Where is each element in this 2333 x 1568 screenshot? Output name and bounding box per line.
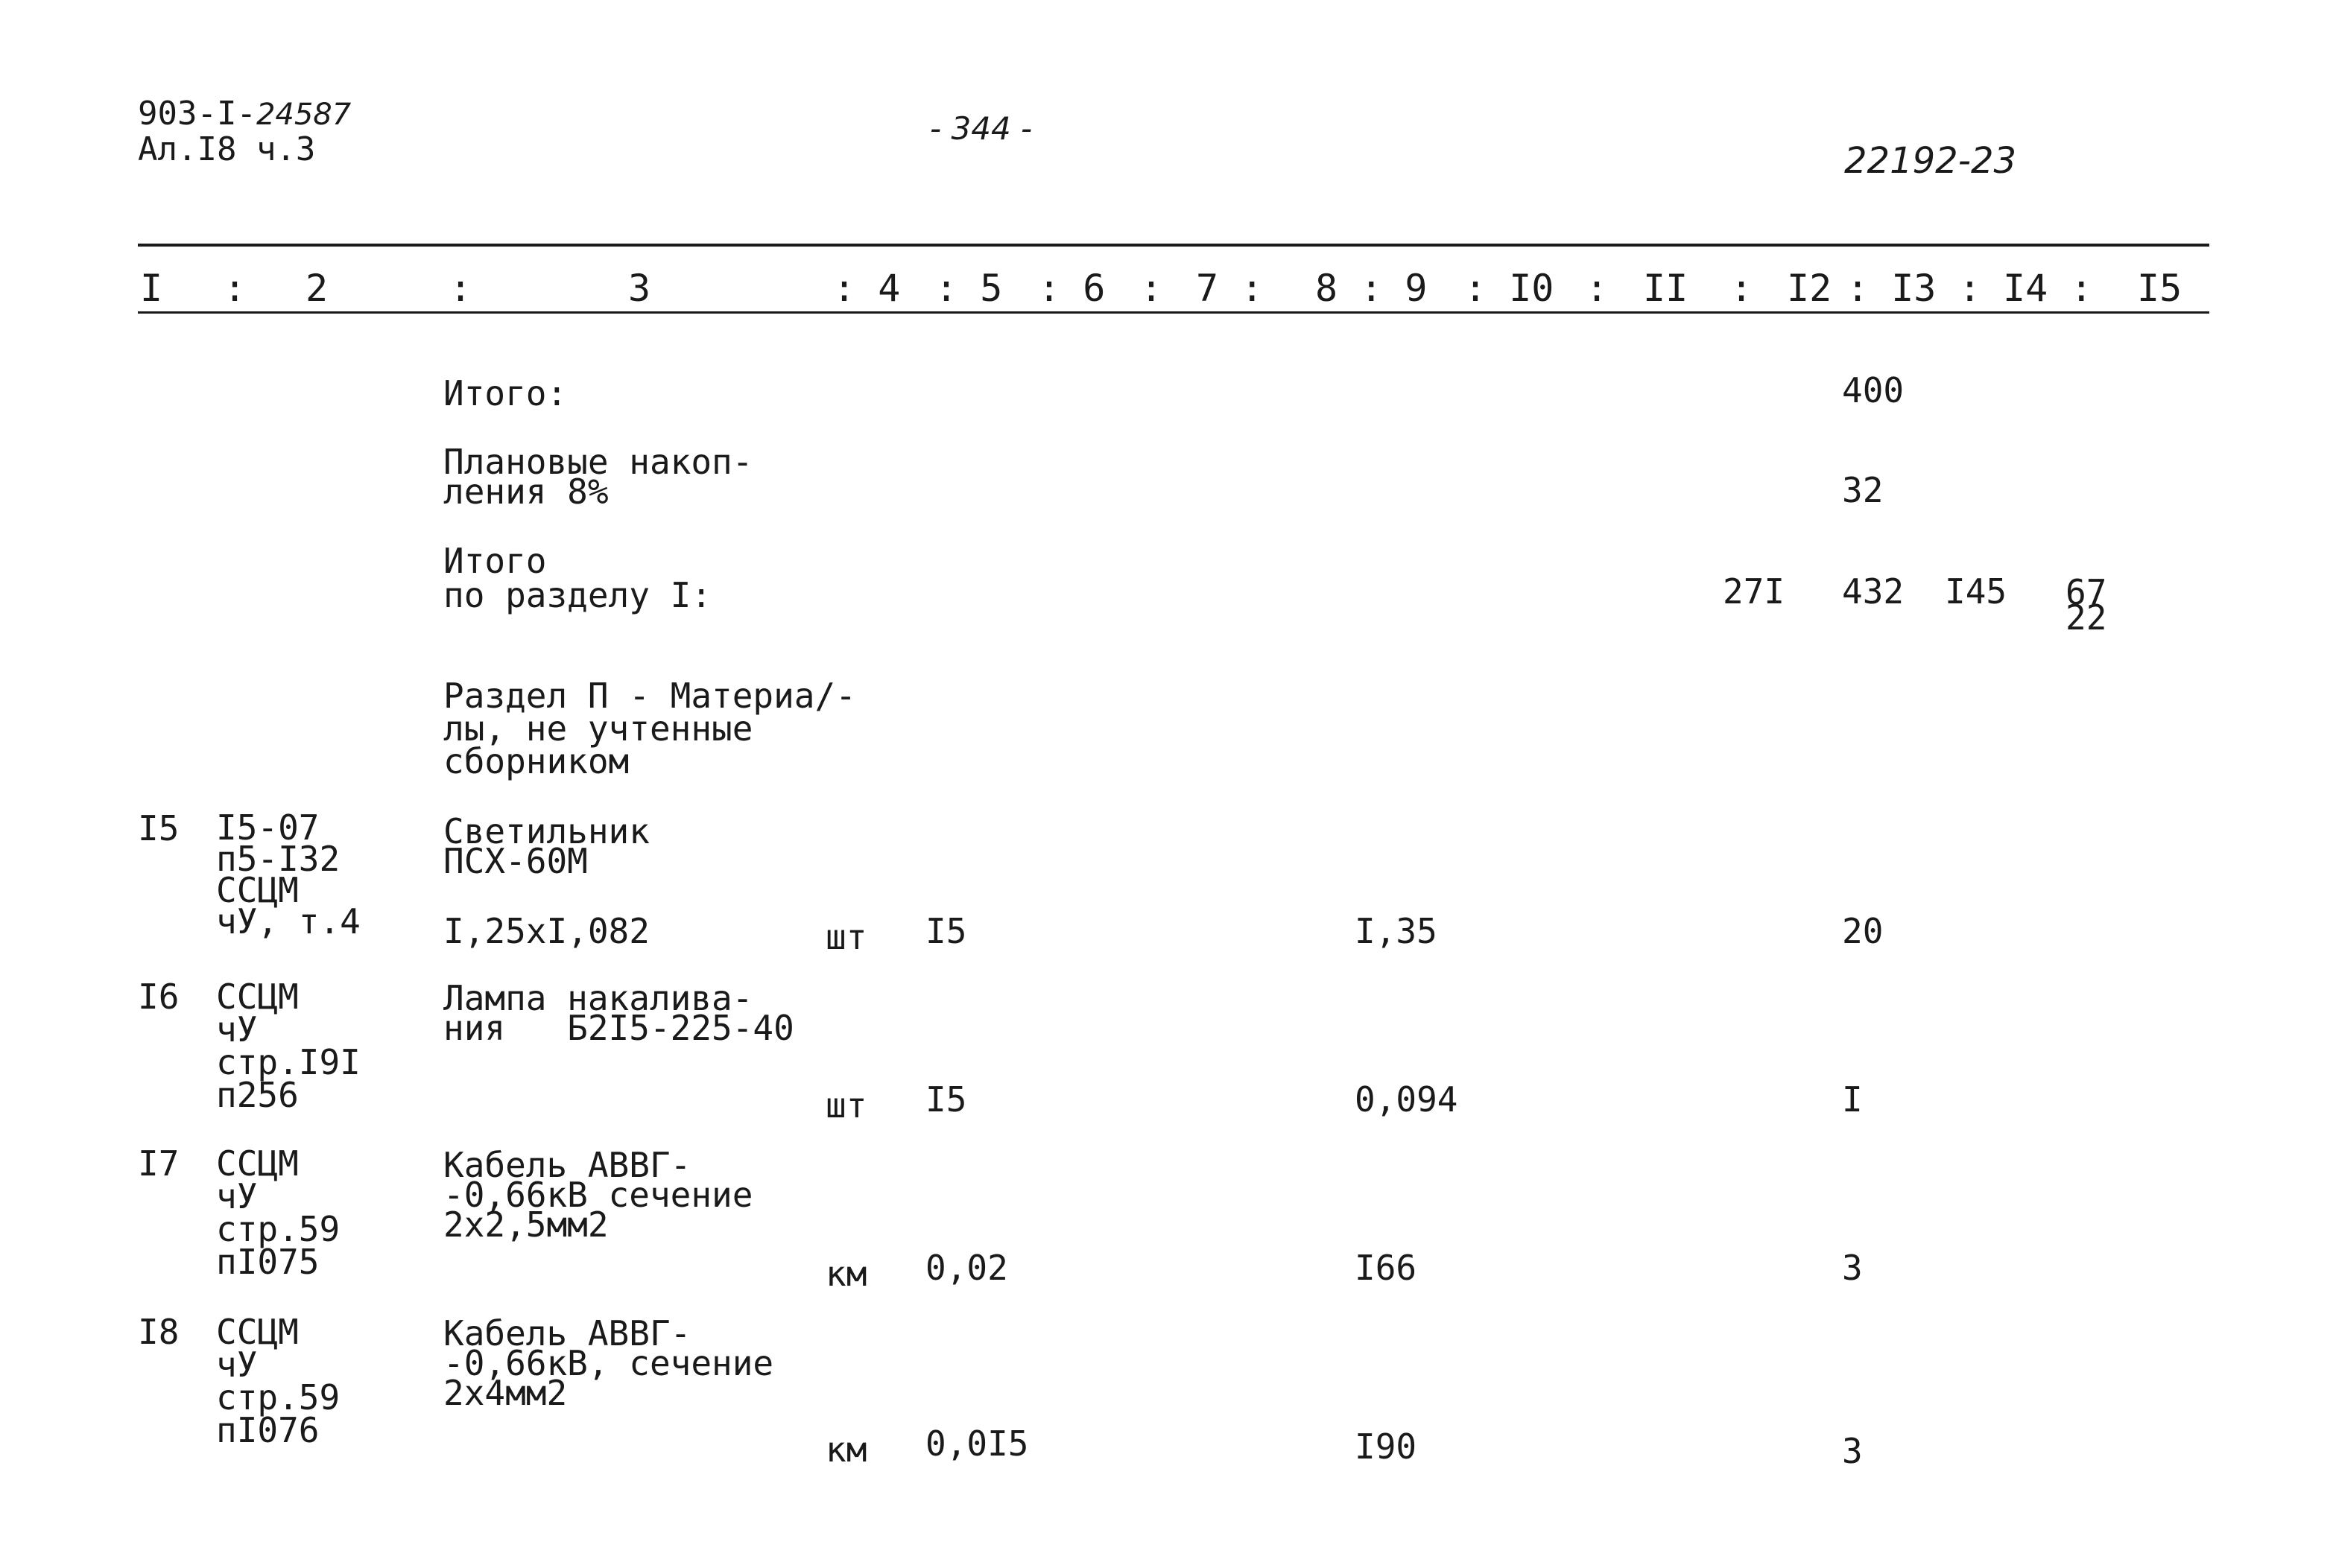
row-15-unit: шт	[826, 917, 867, 957]
row-18-number: I8	[138, 1312, 180, 1352]
col-header-8-9: 8 : 9	[1315, 267, 1428, 310]
col-header-2: 2	[306, 267, 329, 310]
col-header-11: II	[1643, 267, 1688, 310]
row-18-unit: км	[826, 1429, 867, 1470]
col-header-12: I2	[1787, 267, 1832, 310]
row-17-number: I7	[138, 1143, 180, 1184]
row-section-total-col12: 27I	[1723, 571, 1785, 612]
page-number: - 344 -	[930, 110, 1033, 147]
col-header-5: : 5	[935, 267, 1003, 310]
row-16-reference: ССЦМ чУ стр.I9I п256	[216, 977, 361, 1115]
section-2-heading: Раздел П - Материа/- лы, не учтенные сборником	[443, 676, 856, 781]
col-header-3: 3	[628, 267, 651, 310]
document-code	[138, 97, 351, 132]
document-code-prefix: 903-I-	[138, 95, 256, 133]
header-top-rule	[138, 244, 2209, 247]
row-16-unit: шт	[826, 1085, 867, 1126]
row-17-col13: 3	[1842, 1248, 1863, 1288]
row-18-reference: ССЦМ чУ стр.59 пI076	[216, 1312, 341, 1450]
row-15-name: Светильник ПСХ-60М	[443, 811, 650, 881]
row-16-name: Лампа накалива- ния Б2I5-225-40	[443, 978, 794, 1048]
col-header-7: 7 :	[1196, 267, 1264, 310]
album-part-label: Ал.I8 ч.3	[138, 130, 316, 168]
row-15-calculation: I,25xI,082	[443, 911, 650, 951]
col-header-4: : 4	[833, 267, 901, 310]
row-16-quantity: I5	[925, 1079, 967, 1120]
col-header-sep: :	[449, 267, 472, 310]
row-15-reference: I5-07 п5-I32 ССЦМ чУ, т.4	[216, 807, 361, 942]
row-15-col13: 20	[1842, 911, 1884, 951]
col-header-sep: :	[1730, 267, 1753, 310]
col-header-sep: :	[1140, 267, 1163, 310]
col-header-6: : 6	[1038, 267, 1106, 310]
row-total-col13: 400	[1842, 370, 1905, 410]
document-code-handwritten: 24587	[256, 98, 352, 132]
row-section-total-col15: 67 22	[2065, 572, 2107, 638]
row-17-quantity: 0,02	[925, 1248, 1008, 1288]
col-header-13: : I3 :	[1846, 267, 1981, 310]
row-section-total-col14: I45	[1945, 571, 2007, 612]
row-17-price: I66	[1355, 1248, 1417, 1288]
row-17-name: Кабель АВВГ- -0,66кВ сечение 2х2,5мм2	[443, 1145, 753, 1245]
col-header-1: I	[140, 267, 163, 310]
row-18-name: Кабель АВВГ- -0,66кВ, сечение 2х4мм2	[443, 1313, 774, 1413]
row-18-col13: 3	[1842, 1431, 1863, 1471]
row-accumulation-col13: 32	[1842, 470, 1884, 510]
row-18-quantity: 0,0I5	[925, 1423, 1029, 1464]
row-15-quantity: I5	[925, 911, 967, 951]
row-15-price: I,35	[1355, 911, 1437, 951]
row-17-reference: ССЦМ чУ стр.59 пI075	[216, 1143, 341, 1282]
row-16-col13: I	[1842, 1079, 1863, 1120]
row-total-label: Итого:	[443, 373, 568, 413]
col-header-14: I4 :	[2003, 267, 2093, 310]
row-section-total-label: Итого по разделу I:	[443, 541, 712, 615]
row-18-price: I90	[1355, 1426, 1417, 1467]
col-header-sep: :	[224, 267, 247, 310]
col-header-10: : I0	[1464, 267, 1554, 310]
col-header-sep: :	[1586, 267, 1609, 310]
row-16-number: I6	[138, 977, 180, 1017]
col-header-15: I5	[2137, 267, 2182, 310]
row-15-number: I5	[138, 808, 180, 848]
row-16-price: 0,094	[1355, 1079, 1458, 1120]
row-accumulation-label: Плановые накоп- ления 8%	[443, 442, 753, 512]
row-section-total-col13: 432	[1842, 571, 1905, 612]
header-bottom-rule	[138, 311, 2209, 314]
row-17-unit: км	[826, 1254, 867, 1294]
sheet-code: 22192-23	[1844, 140, 2017, 182]
